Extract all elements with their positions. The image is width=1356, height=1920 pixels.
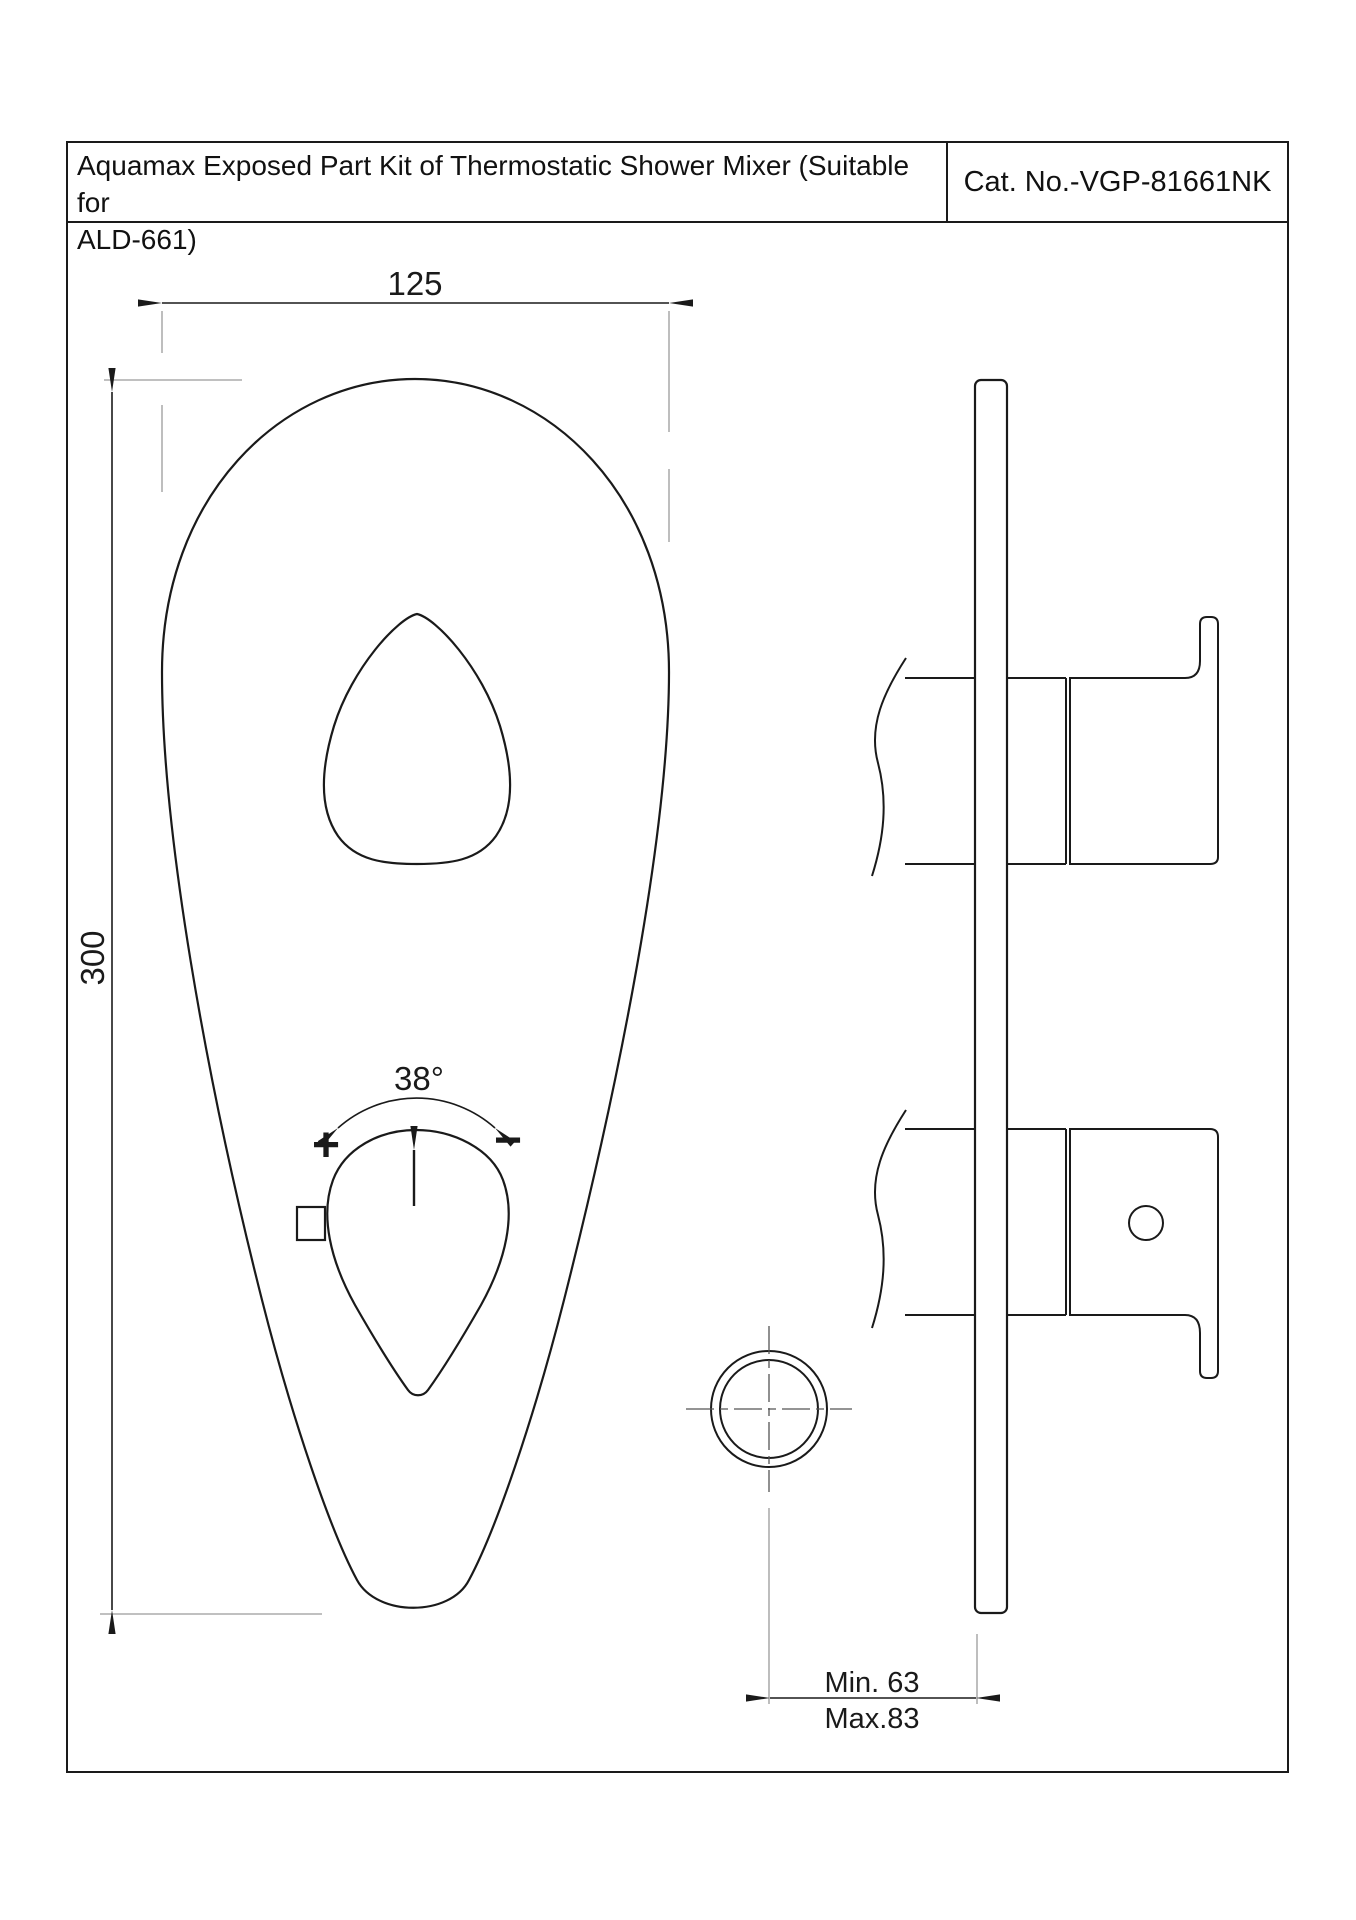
width-dim-label: 125 <box>387 265 443 302</box>
side-view <box>686 380 1218 1735</box>
pipe-cross-section <box>686 1326 852 1492</box>
upper-bracket <box>1070 617 1218 864</box>
lower-body-broken-section <box>872 1110 1066 1328</box>
height-dim-label: 300 <box>74 930 111 986</box>
depth-max-label: Max.83 <box>824 1703 920 1735</box>
product-title-line1: Aquamax Exposed Part Kit of Thermostatic Shower Mixer (Suitable for <box>77 150 910 218</box>
break-line-wavy <box>872 1110 906 1328</box>
plus-label: + <box>311 1119 341 1172</box>
faceplate-outline <box>162 379 669 1608</box>
override-tab <box>297 1207 325 1240</box>
front-view <box>74 265 669 1614</box>
angle-label: 38° <box>394 1060 444 1097</box>
minus-label: − <box>493 1114 523 1167</box>
wall-plate <box>975 380 1007 1613</box>
break-line-wavy <box>872 658 906 876</box>
product-title-line2: ALD-661) <box>77 224 197 255</box>
catalog-number: Cat. No.-VGP-81661NK <box>963 165 1272 198</box>
dimension-depth <box>769 1508 977 1735</box>
upper-body-broken-section <box>872 658 1066 876</box>
lower-bracket <box>1070 1129 1218 1378</box>
depth-min-label: Min. 63 <box>824 1667 920 1699</box>
